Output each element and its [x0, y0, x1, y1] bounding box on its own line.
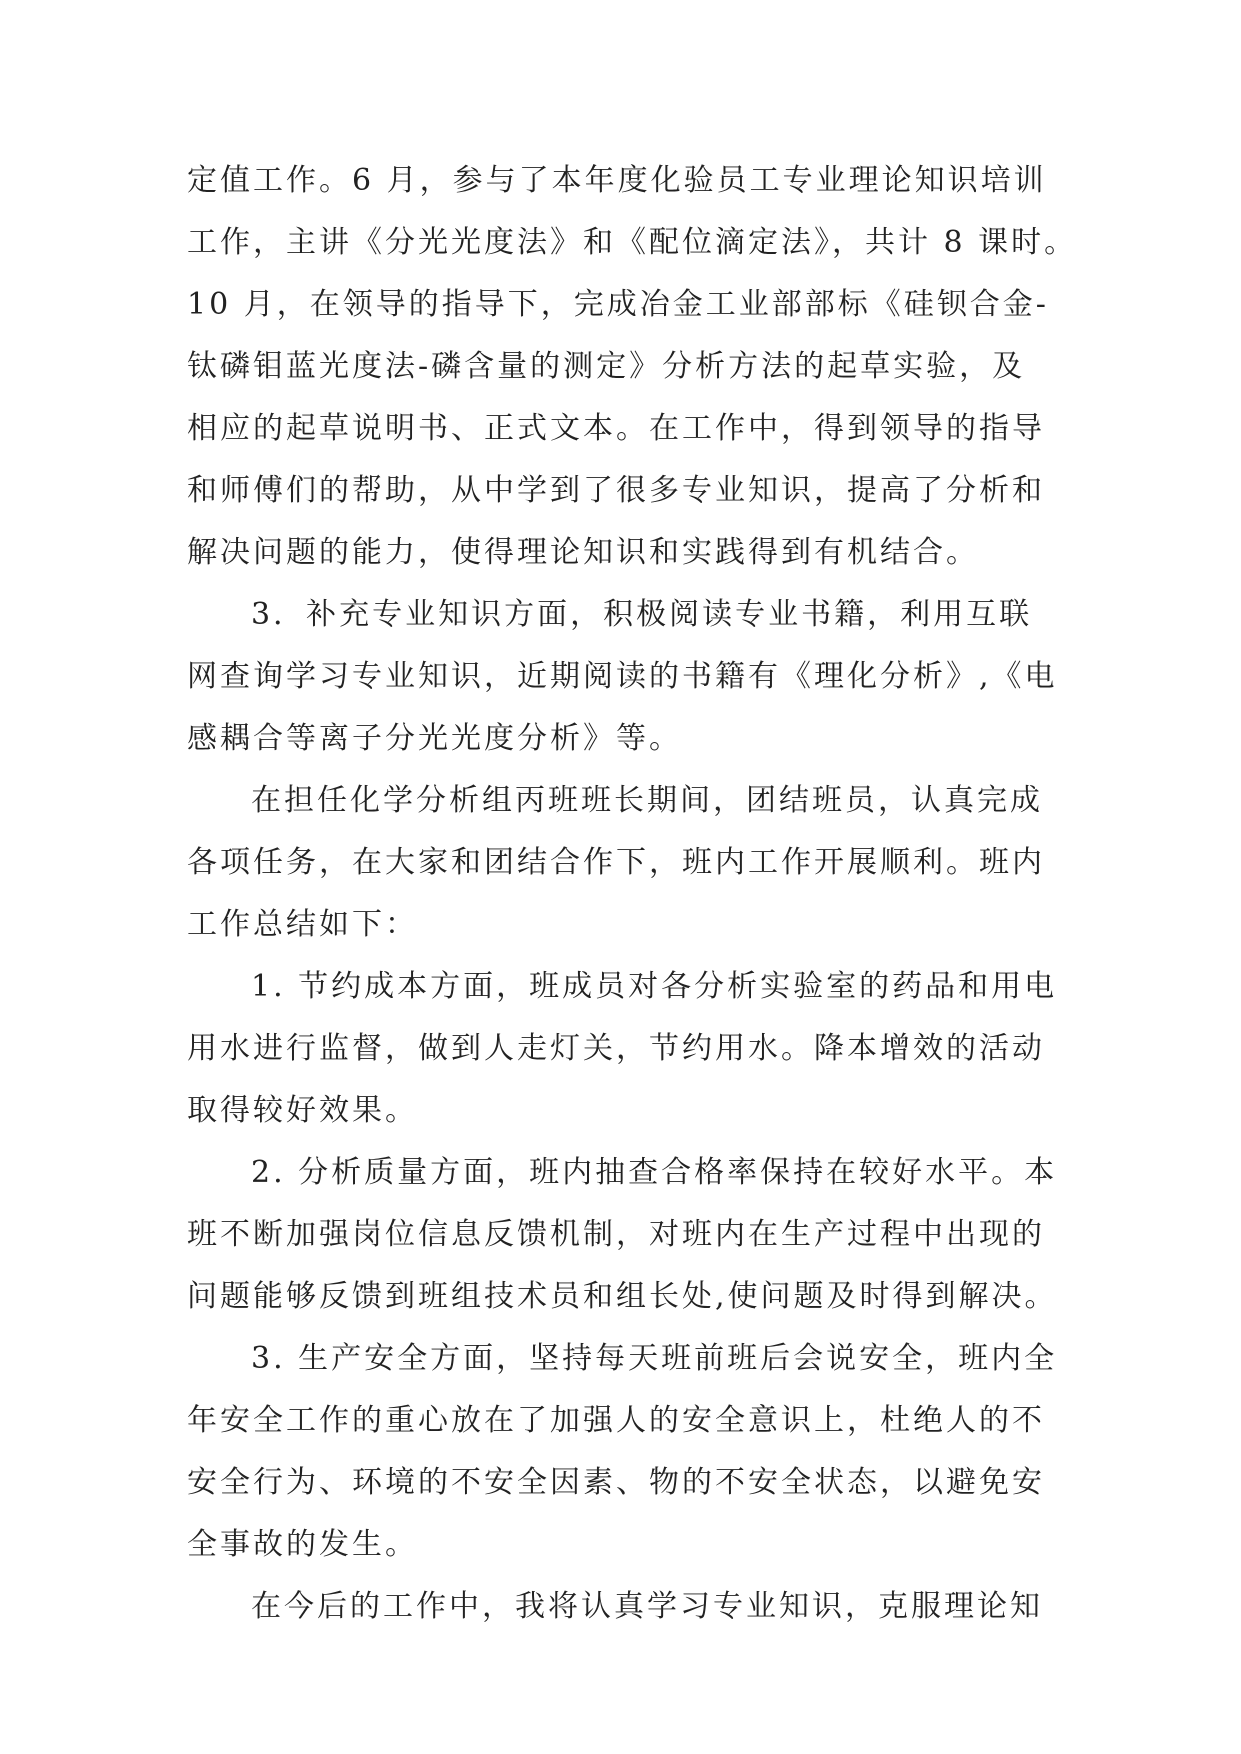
- text-line: 相应的起草说明书、正式文本。在工作中，得到领导的指导: [187, 411, 1045, 446]
- text-line: 用水进行监督，做到人走灯关，节约用水。降本增效的活动: [187, 1031, 1045, 1066]
- text-line: 网查询学习专业知识，近期阅读的书籍有《理化分析》,《电: [187, 659, 1058, 694]
- text-line: 解决问题的能力，使得理论知识和实践得到有机结合。: [187, 535, 979, 570]
- text-line: 10 月，在领导的指导下，完成冶金工业部部标《硅钡合金-: [187, 287, 1049, 322]
- paragraph-start-line: 3. 生产安全方面，坚持每天班前班后会说安全，班内全: [251, 1341, 1058, 1376]
- paragraph-start-line: 在今后的工作中，我将认真学习专业知识，克服理论知: [251, 1589, 1043, 1624]
- text-line: 安全行为、环境的不安全因素、物的不安全状态，以避免安: [187, 1465, 1045, 1500]
- text-line: 问题能够反馈到班组技术员和组长处,使问题及时得到解决。: [187, 1279, 1058, 1314]
- paragraph-start-line: 2. 分析质量方面，班内抽查合格率保持在较好水平。本: [251, 1155, 1058, 1190]
- text-line: 工作，主讲《分光光度法》和《配位滴定法》，共计 8 课时。: [187, 225, 1078, 260]
- text-line: 钛磷钼蓝光度法-磷含量的测定》分析方法的起草实验，及: [187, 349, 1026, 384]
- text-line: 取得较好效果。: [187, 1093, 418, 1128]
- text-line: 感耦合等离子分光光度分析》等。: [187, 721, 682, 756]
- text-line: 工作总结如下：: [187, 907, 418, 942]
- text-line: 全事故的发生。: [187, 1527, 418, 1562]
- text-line: 和师傅们的帮助，从中学到了很多专业知识，提高了分析和: [187, 473, 1045, 508]
- text-line: 年安全工作的重心放在了加强人的安全意识上，杜绝人的不: [187, 1403, 1045, 1438]
- paragraph-start-line: 在担任化学分析组丙班班长期间，团结班员，认真完成: [251, 783, 1043, 818]
- text-line: 班不断加强岗位信息反馈机制，对班内在生产过程中出现的: [187, 1217, 1045, 1252]
- paragraph-start-line: 1. 节约成本方面，班成员对各分析实验室的药品和用电: [251, 969, 1058, 1004]
- text-line: 各项任务，在大家和团结合作下，班内工作开展顺利。班内: [187, 845, 1045, 880]
- paragraph-start-line: 3．补充专业知识方面，积极阅读专业书籍，利用互联: [251, 597, 1033, 632]
- body-text: [187, 150, 1078, 1638]
- text-line: 定值工作。6 月，参与了本年度化验员工专业理论知识培训: [187, 163, 1047, 198]
